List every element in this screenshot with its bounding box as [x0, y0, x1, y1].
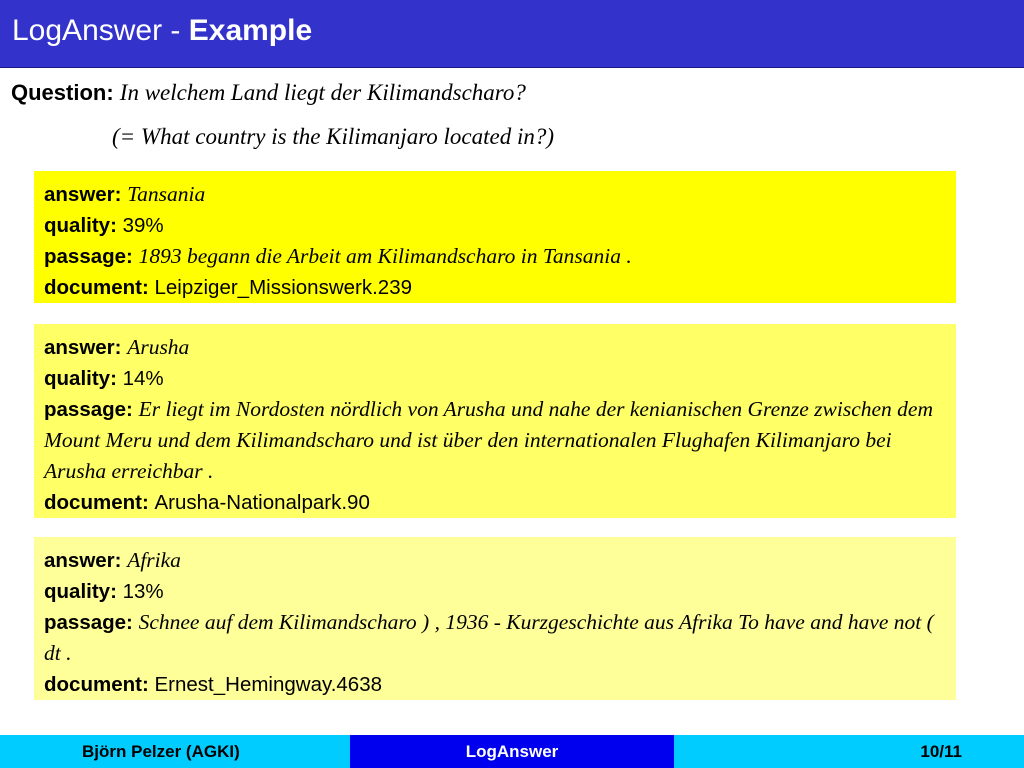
slide-title [12, 14, 312, 48]
document-label: document: [44, 276, 149, 299]
slide-title-prefix: LogAnswer - [12, 14, 189, 47]
document-line [44, 487, 946, 518]
document-line [44, 272, 946, 303]
answer-value: Tansania [127, 182, 206, 206]
result-box-1 [34, 171, 956, 303]
quality-value: 39% [122, 214, 164, 237]
passage-value: Schnee auf dem Kilimandscharo ) , 1936 - Kurzgeschichte aus Afrika To have and have not ( dt . [44, 610, 934, 665]
document-value: Leipziger_Missionswerk.239 [154, 276, 412, 299]
quality-value: 13% [122, 580, 164, 603]
passage-label: passage: [44, 611, 133, 634]
quality-value: 14% [122, 367, 164, 390]
question [11, 80, 526, 106]
footer-author: Björn Pelzer (AGKI) [0, 735, 350, 768]
answer-label: answer: [44, 549, 122, 572]
result-box-2 [34, 324, 956, 518]
answer-line [44, 179, 946, 210]
footer-bar [0, 735, 1024, 768]
document-value: Arusha-Nationalpark.90 [154, 491, 370, 514]
answer-value: Arusha [127, 335, 190, 359]
answer-line [44, 545, 946, 576]
passage-line [44, 241, 946, 272]
question-text: In welchem Land liegt der Kilimandscharo? [119, 80, 526, 105]
passage-line [44, 394, 946, 487]
slide-title-bold: Example [188, 14, 313, 47]
passage-label: passage: [44, 398, 133, 421]
quality-label: quality: [44, 367, 117, 390]
result-box-3 [34, 537, 956, 700]
answer-label: answer: [44, 336, 122, 359]
footer-title: LogAnswer [350, 735, 674, 768]
document-label: document: [44, 673, 149, 696]
quality-label: quality: [44, 214, 117, 237]
quality-label: quality: [44, 580, 117, 603]
answer-value: Afrika [127, 548, 181, 572]
title-bar [0, 0, 1024, 68]
passage-value: 1893 begann die Arbeit am Kilimandscharo in Tansania . [138, 244, 632, 268]
answer-label: answer: [44, 183, 122, 206]
passage-value: Er liegt im Nordosten nördlich von Arusha und nahe der kenianischen Grenze zwischen dem Mount Meru und dem Kilimandscharo und ist über den internationalen Flughafen Kilimanjaro bei Arusha erreichbar . [44, 397, 933, 483]
question-label: Question: [11, 80, 114, 105]
document-value: Ernest_Hemingway.4638 [154, 673, 383, 696]
quality-line [44, 210, 946, 241]
document-label: document: [44, 491, 149, 514]
passage-line [44, 607, 946, 669]
quality-line [44, 363, 946, 394]
document-line [44, 669, 946, 700]
passage-label: passage: [44, 245, 133, 268]
answer-line [44, 332, 946, 363]
question-translation: (= What country is the Kilimanjaro located in?) [112, 124, 555, 149]
footer-page-number: 10/11 [674, 735, 1024, 768]
quality-line [44, 576, 946, 607]
